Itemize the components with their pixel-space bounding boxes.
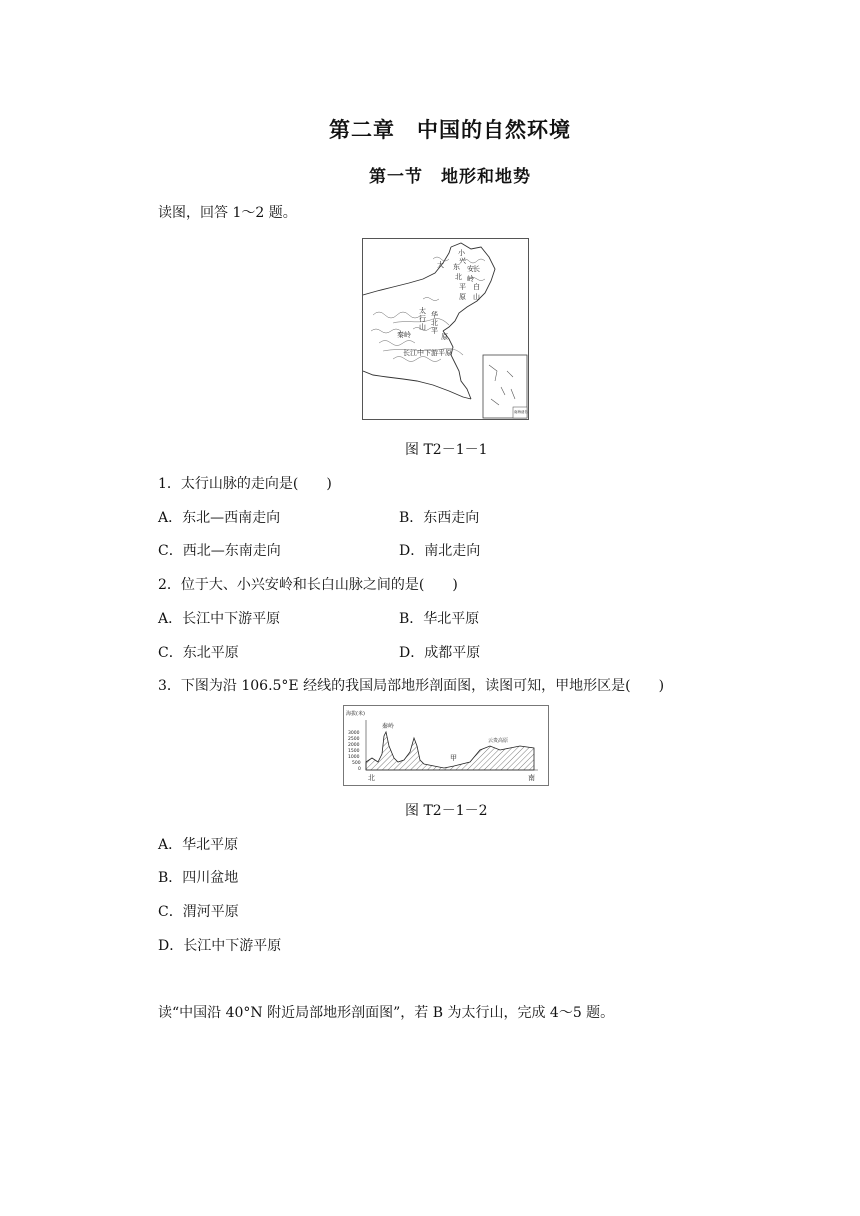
map-label: 岭	[467, 275, 474, 283]
map-label: 北	[455, 273, 462, 281]
y-tick-label: 3000	[348, 731, 360, 736]
map-label: 平	[431, 327, 438, 335]
map-label: 东	[453, 263, 460, 271]
map-label: 大	[437, 261, 444, 269]
map-label: 安	[467, 265, 474, 273]
intro-text-1: 读图，回答 1～2 题。	[158, 205, 297, 221]
question-2-option-c: C．东北平原	[158, 645, 239, 661]
question-3-stem: 3．下图为沿 106.5°E 经线的我国局部地形剖面图，读图可知，甲地形区是( )	[158, 678, 665, 694]
figure1-caption: 图 T2－1－1	[405, 442, 488, 458]
chapter-title: 第二章 中国的自然环境	[329, 118, 571, 142]
question-3-option-d: D．长江中下游平原	[158, 938, 282, 954]
label-north: 北	[368, 774, 375, 782]
label-qinling: 秦岭	[382, 723, 395, 730]
label-plateau: 云贵高原	[488, 738, 509, 744]
label-south: 南	[528, 774, 535, 782]
question-1-option-d: D．南北走向	[399, 543, 481, 559]
map-label: 原	[441, 333, 448, 341]
y-axis-title: 海拔(米)	[346, 711, 365, 717]
question-1-option-b: B．东西走向	[399, 510, 480, 526]
question-1-option-c: C．西北—东南走向	[158, 543, 281, 559]
question-2-stem: 2．位于大、小兴安岭和长白山脉之间的是( )	[158, 577, 458, 593]
map-label: 太	[419, 307, 426, 315]
map-label: 山	[419, 323, 426, 331]
profile-terrain	[366, 732, 534, 770]
map-label: 小	[458, 249, 465, 257]
label-jia: 甲	[450, 754, 457, 762]
question-3-option-b: B．四川盆地	[158, 870, 239, 886]
map-label: 白	[473, 283, 480, 291]
question-1-stem: 1．太行山脉的走向是( )	[158, 476, 332, 492]
china-map-figure	[362, 238, 529, 420]
question-2-option-b: B．华北平原	[399, 611, 480, 627]
map-label: 山	[473, 293, 480, 301]
map-label: 兴	[459, 257, 466, 265]
y-tick-label: 1500	[348, 749, 360, 754]
map-label: 长江中下游平原	[403, 349, 452, 357]
y-tick-label: 2000	[348, 743, 360, 748]
map-label: 华	[431, 311, 438, 319]
map-label: 平	[459, 283, 466, 291]
question-3-option-a: A．华北平原	[158, 837, 239, 853]
figure2-caption: 图 T2－1－2	[405, 803, 488, 819]
question-2-option-a: A．长江中下游平原	[158, 611, 281, 627]
inset-label: 南海诸岛	[514, 410, 528, 414]
terrain-profile-figure	[343, 705, 549, 786]
map-label: 原	[459, 293, 466, 301]
map-label: 行	[419, 315, 426, 323]
china-map	[363, 239, 528, 419]
y-tick-label: 2500	[348, 737, 360, 742]
map-label: 北	[431, 319, 438, 327]
map-label: 长	[473, 265, 480, 273]
intro-text-2: 读“中国沿 40°N 附近局部地形剖面图”，若 B 为太行山，完成 4～5 题。	[158, 1005, 615, 1021]
question-2-option-d: D．成都平原	[399, 645, 481, 661]
terrain-profile	[344, 706, 548, 785]
y-tick-label: 1000	[348, 755, 360, 760]
question-3-option-c: C．渭河平原	[158, 904, 239, 920]
question-1-option-a: A．东北—西南走向	[158, 510, 281, 526]
map-label: 秦岭	[397, 331, 411, 339]
section-title: 第一节 地形和地势	[369, 167, 531, 187]
y-tick-label: 500	[352, 761, 361, 766]
y-tick-label: 0	[358, 767, 361, 772]
